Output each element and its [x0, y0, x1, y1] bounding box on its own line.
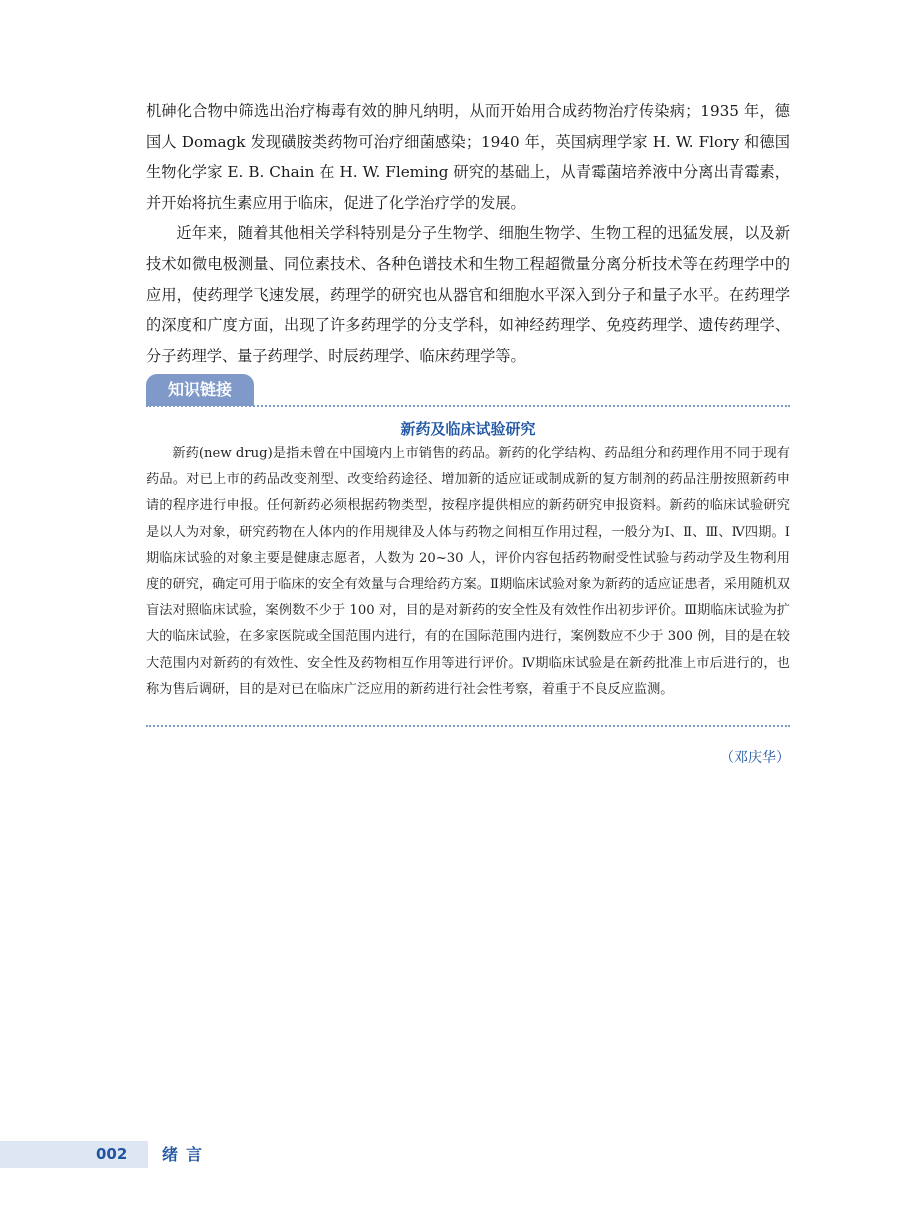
chapter-title: 绪言 [162, 1145, 211, 1164]
knowledge-link-body: 新药(new drug)是指未曾在中国境内上市销售的药品。新药的化学结构、药品组分和药理作用不同于现有药品。对已上市的药品改变剂型、改变给药途径、增加新的适应证或制成新的复方制剂的药品注册按照新药申请的程序进行申报。任何新药必须根据药物类型，按程序提供相应的新药研究申报资料。新药的临床试验研究是以人为对象，研究药物在人体内的作用规律及人体与药物之间相互作用过程，一般分为Ⅰ、Ⅱ、Ⅲ、Ⅳ四期。Ⅰ期临床试验的对象主要是健康志愿者，人数为 20~30 人，评价内容包括药物耐受性试验与药动学及生物利用度的研究，确定可用于临床的安全有效量与合理给药方案。Ⅱ期临床试验对象为新药的适应证患者，采用随机双盲法对照临床试验，案例数不少于 100 对，目的是对新药的安全性及有效性作出初步评价。Ⅲ期临床试验为扩大的临床试验，在多家医院或全国范围内进行，有的在国际范围内进行，案例数应不少于 300 例，目的是在较大范围内对新药的有效性、安全性及药物相互作用等进行评价。Ⅳ期临床试验是在新药批准上市后进行的，也称为售后调研，目的是对已在临床广泛应用的新药进行社会性考察，着重于不良反应监测。 [146, 446, 790, 697]
knowledge-link-tab: 知识链接 [146, 374, 254, 406]
knowledge-link-title: 新药及临床试验研究 [400, 420, 536, 438]
body-paragraph-2: 近年来，随着其他相关学科特别是分子生物学、细胞生物学、生物工程的迅猛发展，以及新技术如微电极测量、同位素技术、各种色谱技术和生物工程超微量分离分析技术等在药理学中的应用，使药理学飞速发展，药理学的研究也从器官和细胞水平深入到分子和量子水平。在药理学的深度和广度方面，出现了许多药理学的分支学科，如神经药理学、免疫药理学、遗传药理学、分子药理学、量子药理学、时辰药理学、临床药理学等。 [146, 224, 790, 365]
author-credit: （邓庆华） [720, 750, 790, 766]
knowledge-link-bottom-divider [146, 725, 790, 727]
body-paragraph-1: 机砷化合物中筛选出治疗梅毒有效的胂凡纳明，从而开始用合成药物治疗传染病；1935 年，德国人 Domagk 发现磺胺类药物可治疗细菌感染；1940 年，英国病理学家 H. W. Flory 和德国生物化学家 E. B. Chain 在 H. W. Fleming 研究的基础上，从青霉菌培养液中分离出青霉素，并开始将抗生素应用于临床，促进了化学治疗学的发展。 [146, 102, 790, 212]
main-body-text [146, 96, 790, 371]
page-number: 002 [96, 1145, 128, 1163]
knowledge-link-top-divider [146, 405, 790, 407]
